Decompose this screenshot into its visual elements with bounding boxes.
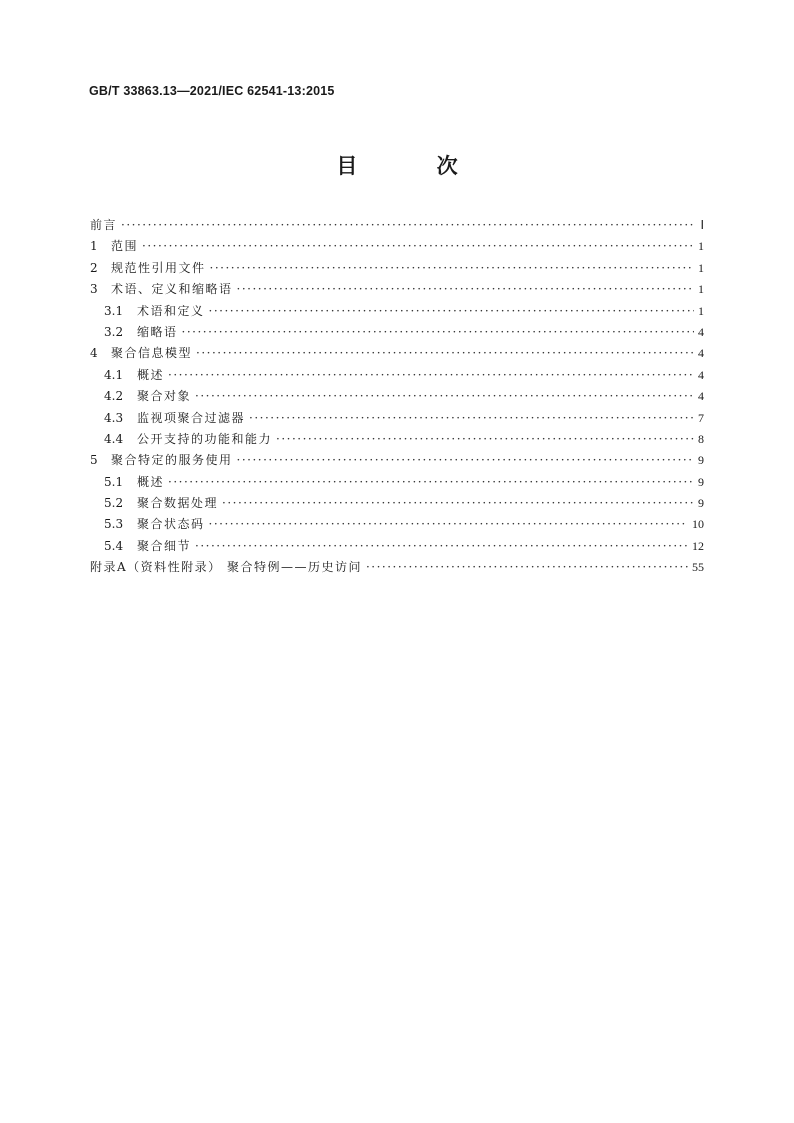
toc-number: 4.2 (104, 389, 124, 404)
toc-page-number: 4 (698, 367, 704, 382)
toc-label: 聚合特定的服务使用 (111, 453, 233, 468)
table-of-contents (90, 216, 704, 580)
toc-page-number: 4 (698, 346, 704, 361)
toc-label: 聚合数据处理 (137, 496, 219, 511)
toc-entry-2[interactable] (90, 259, 704, 280)
toc-number: 5.2 (104, 496, 124, 511)
toc-leader (182, 325, 694, 339)
toc-leader (121, 218, 696, 232)
toc-entry-annex-a[interactable] (90, 558, 704, 579)
toc-leader (168, 475, 694, 489)
toc-label: 范围 (111, 239, 139, 254)
toc-label: 聚合细节 (137, 538, 192, 553)
toc-entry-3[interactable] (90, 280, 704, 301)
toc-leader (366, 560, 688, 574)
toc-page-number: 55 (692, 560, 704, 575)
toc-leader (142, 239, 694, 253)
toc-leader (195, 539, 688, 553)
toc-entry-5-2[interactable] (90, 494, 704, 515)
toc-leader (196, 346, 694, 360)
toc-label: 公开支持的功能和能力 (137, 431, 273, 446)
toc-leader (276, 432, 694, 446)
toc-entry-4-3[interactable] (90, 409, 704, 430)
toc-page-number: 10 (692, 517, 704, 532)
toc-label: 规范性引用文件 (111, 260, 206, 275)
toc-number: 2 (90, 260, 98, 275)
toc-page-number: 1 (698, 303, 704, 318)
page-title: 目 次 (336, 154, 494, 178)
toc-number: 5.1 (104, 474, 124, 489)
toc-label: 概述 (137, 474, 165, 489)
toc-leader (249, 411, 694, 425)
toc-number: 4.4 (104, 431, 124, 446)
document-code: GB/T 33863.13—2021/IEC 62541-13:2015 (89, 84, 335, 98)
toc-leader (195, 389, 694, 403)
toc-entry-5[interactable] (90, 451, 704, 472)
toc-leader (222, 496, 694, 510)
toc-entry-1[interactable] (90, 237, 704, 258)
toc-label: 前言 (90, 218, 118, 232)
toc-leader (168, 368, 694, 382)
toc-entry-4-2[interactable] (90, 387, 704, 408)
toc-leader (237, 453, 694, 467)
toc-page-number: 4 (698, 389, 704, 404)
toc-page-number: 9 (698, 453, 704, 468)
toc-label: 概述 (137, 367, 165, 382)
toc-entry-5-4[interactable] (90, 537, 704, 558)
toc-label: 附录A（资料性附录） 聚合特例——历史访问 (90, 560, 362, 575)
toc-label: 术语和定义 (137, 303, 205, 318)
toc-number: 5.4 (104, 538, 124, 553)
toc-page-number: Ⅰ (700, 218, 704, 232)
toc-number: 4 (90, 346, 98, 361)
toc-label: 聚合对象 (137, 389, 192, 404)
toc-number: 4.3 (104, 410, 124, 425)
toc-entry-4-4[interactable] (90, 430, 704, 451)
toc-leader (237, 282, 694, 296)
toc-number: 5 (90, 453, 98, 468)
toc-entry-foreword[interactable] (90, 216, 704, 237)
toc-page-number: 4 (698, 324, 704, 339)
toc-label: 监视项聚合过滤器 (137, 410, 246, 425)
toc-page-number: 1 (698, 260, 704, 275)
toc-entry-4[interactable] (90, 344, 704, 365)
toc-number: 3 (90, 282, 98, 297)
toc-label: 聚合状态码 (137, 517, 205, 532)
toc-number: 3.1 (104, 303, 124, 318)
toc-number: 1 (90, 239, 98, 254)
toc-leader (210, 261, 694, 275)
toc-label: 术语、定义和缩略语 (111, 282, 233, 297)
toc-number: 5.3 (104, 517, 124, 532)
toc-entry-4-1[interactable] (90, 366, 704, 387)
toc-label: 聚合信息模型 (111, 346, 193, 361)
toc-page-number: 8 (698, 431, 704, 446)
toc-entry-5-3[interactable] (90, 515, 704, 536)
toc-leader (209, 517, 688, 531)
toc-page-number: 12 (692, 538, 704, 553)
toc-page-number: 1 (698, 282, 704, 297)
toc-page-number: 9 (698, 474, 704, 489)
toc-page-number: 1 (698, 239, 704, 254)
toc-number: 4.1 (104, 367, 124, 382)
toc-page-number: 9 (698, 496, 704, 511)
toc-entry-5-1[interactable] (90, 473, 704, 494)
toc-page-number: 7 (698, 410, 704, 425)
toc-entry-3-1[interactable] (90, 302, 704, 323)
toc-number: 3.2 (104, 324, 124, 339)
toc-label: 缩略语 (137, 324, 178, 339)
toc-leader (209, 304, 694, 318)
toc-entry-3-2[interactable] (90, 323, 704, 344)
